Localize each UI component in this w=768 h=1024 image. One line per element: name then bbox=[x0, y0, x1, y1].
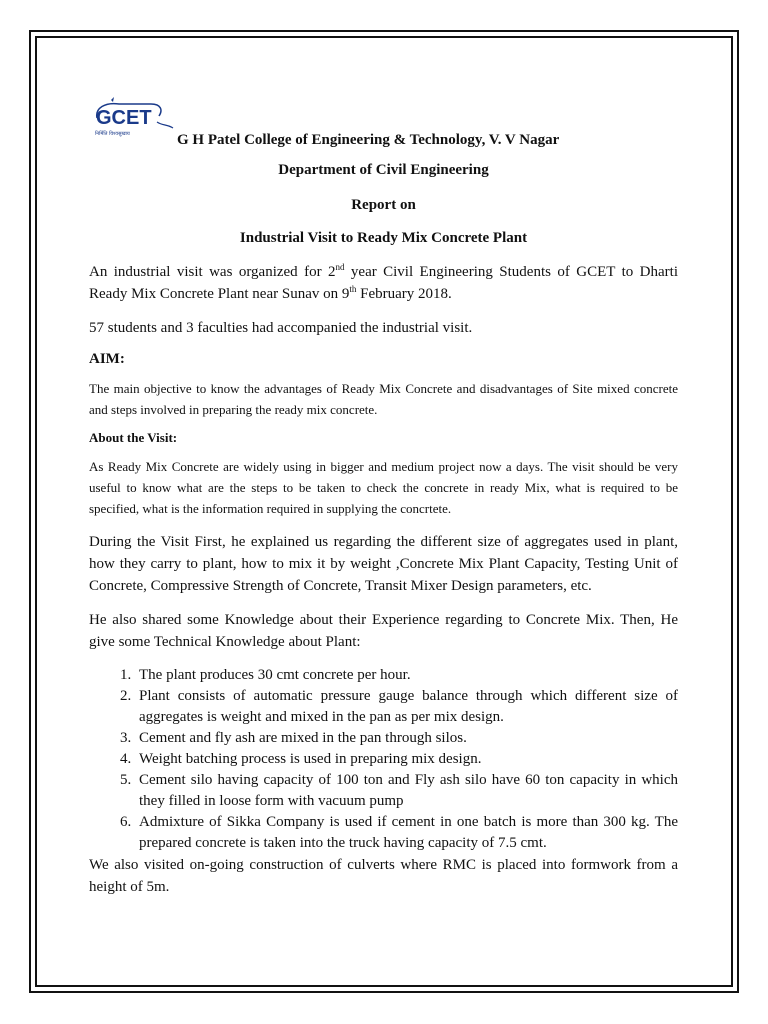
logo-abbr: GCET bbox=[96, 107, 152, 129]
students-paragraph: 57 students and 3 faculties had accompanied the industrial visit. bbox=[89, 320, 473, 336]
about-heading: About the Visit: bbox=[89, 430, 178, 445]
during-paragraph: During the Visit First, he explained us regarding the different size of aggregates used in plant, how they carry to plant, how to mix it by weight ,Concrete Mix Plant Capacity, Testing Unit of Concrete, Compressive Strength of Concrete, Transit Mixer Design parameters, etc. bbox=[89, 534, 678, 594]
list-item: 5. Cement silo having capacity of 100 ton and Fly ash silo have 60 ton capacity in which they filled in loose form with vacuum pump bbox=[135, 770, 678, 812]
logo-tagline: निर्मिति विश्वसुखाय bbox=[95, 131, 130, 137]
aim-paragraph: The main objective to know the advantages of Ready Mix Concrete and disadvantages of Site mixed concrete and steps involved in preparing the ready mix concrete. bbox=[89, 381, 678, 417]
list-item: 4. Weight batching process is used in preparing mix design. bbox=[135, 749, 678, 770]
list-item: 2. Plant consists of automatic pressure gauge balance through which different size of aggregates is weight and mixed in the pan as per mix design. bbox=[135, 686, 678, 728]
document-body bbox=[89, 96, 678, 898]
intro-paragraph: An industrial visit was organized for 2nd year Civil Engineering Students of GCET to Dharti Ready Mix Concrete Plant near Sunav on 9th February 2018. bbox=[89, 262, 678, 302]
list-item: 1. The plant produces 30 cmt concrete per hour. bbox=[135, 665, 678, 686]
report-title: Industrial Visit to Ready Mix Concrete Plant bbox=[239, 230, 528, 246]
report-on-label: Report on bbox=[351, 197, 416, 213]
gcet-logo bbox=[89, 96, 175, 138]
list-item: 3. Cement and fly ash are mixed in the pan through silos. bbox=[135, 728, 678, 749]
letterhead bbox=[89, 96, 678, 152]
shared-paragraph: He also shared some Knowledge about their Experience regarding to Concrete Mix. Then, He give some Technical Knowledge about Plant: bbox=[89, 612, 678, 650]
list-item: 6. Admixture of Sikka Company is used if cement in one batch is more than 300 kg. The prepared concrete is taken into the truck having capacity of 7.5 cmt. bbox=[135, 812, 678, 854]
aim-heading: AIM: bbox=[89, 351, 125, 367]
about-paragraph: As Ready Mix Concrete are widely using in bigger and medium project now a days. The visit should be very useful to know what are the steps to be taken to check the concrete in ready Mix, what is required to be specified, what is the information required in supplying the concrtete. bbox=[89, 459, 678, 516]
department-name: Department of Civil Engineering bbox=[278, 162, 489, 178]
closing-paragraph: We also visited on-going construction of culverts where RMC is placed into formwork from a height of 5m. bbox=[89, 857, 678, 895]
college-name: G H Patel College of Engineering & Technology, V. V Nagar bbox=[177, 132, 560, 148]
plant-facts-list bbox=[89, 665, 678, 854]
